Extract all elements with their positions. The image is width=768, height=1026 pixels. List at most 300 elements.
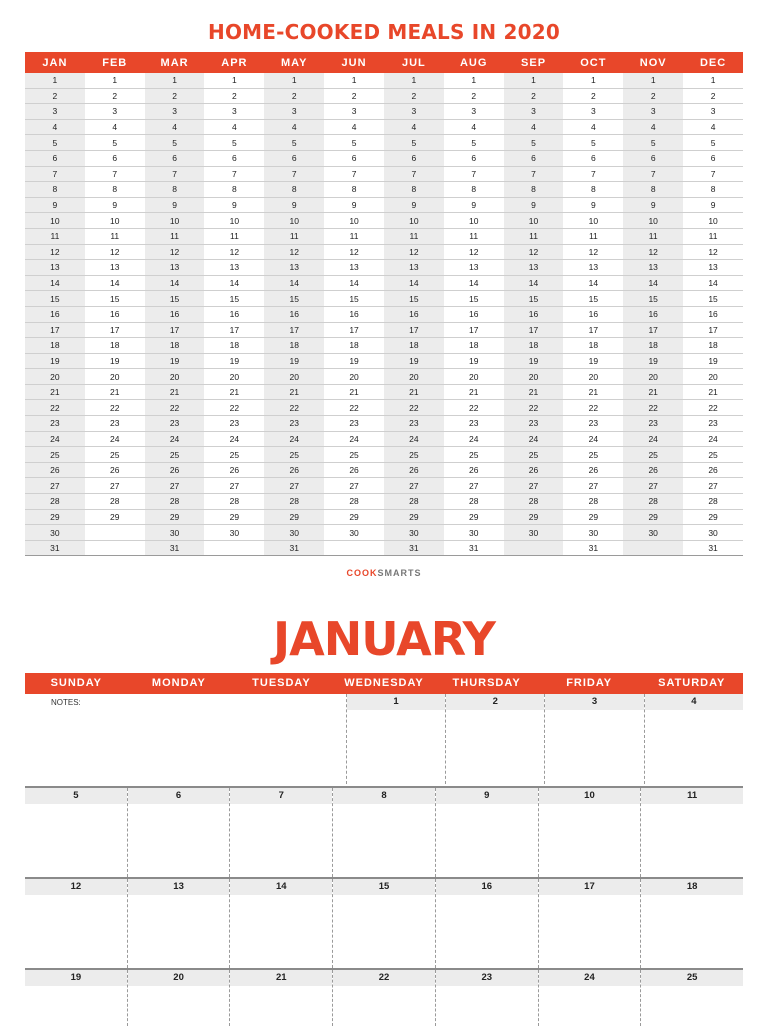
day-cell[interactable]: 29 [504, 509, 564, 525]
day-cell[interactable]: 11 [683, 228, 743, 244]
day-cell[interactable]: 20 [563, 369, 623, 385]
day-cell[interactable]: 29 [444, 509, 504, 525]
day-cell[interactable]: 16 [204, 306, 264, 322]
day-cell[interactable]: 4 [384, 119, 444, 135]
day-cell[interactable]: 21 [264, 384, 324, 400]
day-cell[interactable]: 10 [444, 213, 504, 229]
day-cell[interactable]: 13 [384, 260, 444, 276]
day-cell[interactable]: 15 [85, 291, 145, 307]
day-cell[interactable]: 5 [563, 135, 623, 151]
day-cell[interactable]: 8 [623, 182, 683, 198]
day-cell[interactable]: 22 [623, 400, 683, 416]
day-cell[interactable]: 23 [444, 416, 504, 432]
day-cell[interactable]: 12 [264, 244, 324, 260]
day-cell[interactable]: 5 [444, 135, 504, 151]
day-cell[interactable]: 15 [563, 291, 623, 307]
day-cell[interactable]: 6 [623, 150, 683, 166]
day-cell[interactable]: 20 [623, 369, 683, 385]
calendar-day-cell[interactable] [127, 970, 230, 1026]
day-cell[interactable]: 22 [444, 400, 504, 416]
calendar-day-cell[interactable] [640, 788, 743, 877]
day-cell[interactable]: 21 [204, 384, 264, 400]
day-cell[interactable]: 26 [444, 462, 504, 478]
day-cell[interactable]: 3 [444, 104, 504, 120]
day-cell[interactable]: 24 [204, 431, 264, 447]
day-cell[interactable]: 7 [145, 166, 205, 182]
day-cell[interactable]: 9 [683, 197, 743, 213]
day-cell[interactable]: 20 [85, 369, 145, 385]
day-cell[interactable]: 27 [324, 478, 384, 494]
day-cell[interactable]: 8 [504, 182, 564, 198]
day-cell[interactable]: 3 [204, 104, 264, 120]
day-cell[interactable] [85, 540, 145, 556]
day-cell[interactable]: 8 [384, 182, 444, 198]
calendar-day-cell[interactable] [544, 694, 643, 784]
day-cell[interactable]: 29 [145, 509, 205, 525]
day-cell[interactable]: 19 [504, 353, 564, 369]
day-cell[interactable]: 13 [324, 260, 384, 276]
day-cell[interactable]: 17 [264, 322, 324, 338]
day-cell[interactable]: 28 [264, 494, 324, 510]
day-cell[interactable]: 11 [145, 228, 205, 244]
day-cell[interactable]: 31 [384, 540, 444, 556]
calendar-day-cell[interactable] [25, 788, 127, 877]
day-cell[interactable]: 8 [324, 182, 384, 198]
day-cell[interactable]: 23 [85, 416, 145, 432]
day-cell[interactable]: 2 [204, 88, 264, 104]
day-cell[interactable]: 19 [25, 353, 85, 369]
day-cell[interactable]: 6 [204, 150, 264, 166]
day-cell[interactable]: 16 [85, 306, 145, 322]
day-cell[interactable]: 20 [264, 369, 324, 385]
day-cell[interactable]: 5 [85, 135, 145, 151]
day-cell[interactable]: 29 [264, 509, 324, 525]
day-cell[interactable]: 6 [264, 150, 324, 166]
day-cell[interactable]: 2 [25, 88, 85, 104]
day-cell[interactable]: 12 [504, 244, 564, 260]
day-cell[interactable]: 7 [444, 166, 504, 182]
day-cell[interactable]: 31 [145, 540, 205, 556]
day-cell[interactable]: 16 [563, 306, 623, 322]
day-cell[interactable]: 22 [384, 400, 444, 416]
day-cell[interactable]: 3 [145, 104, 205, 120]
day-cell[interactable]: 16 [384, 306, 444, 322]
day-cell[interactable]: 19 [324, 353, 384, 369]
day-cell[interactable]: 6 [324, 150, 384, 166]
day-cell[interactable]: 1 [623, 73, 683, 88]
day-cell[interactable]: 13 [504, 260, 564, 276]
day-cell[interactable]: 24 [145, 431, 205, 447]
day-cell[interactable]: 11 [504, 228, 564, 244]
day-cell[interactable]: 12 [204, 244, 264, 260]
day-cell[interactable]: 9 [444, 197, 504, 213]
day-cell[interactable]: 7 [25, 166, 85, 182]
day-cell[interactable]: 20 [444, 369, 504, 385]
day-cell[interactable]: 17 [683, 322, 743, 338]
day-cell[interactable]: 9 [25, 197, 85, 213]
day-cell[interactable]: 27 [25, 478, 85, 494]
calendar-day-cell[interactable] [346, 694, 445, 784]
day-cell[interactable]: 6 [25, 150, 85, 166]
day-cell[interactable]: 6 [683, 150, 743, 166]
day-cell[interactable]: 25 [204, 447, 264, 463]
day-cell[interactable]: 2 [563, 88, 623, 104]
day-cell[interactable]: 28 [85, 494, 145, 510]
day-cell[interactable]: 16 [504, 306, 564, 322]
day-cell[interactable]: 13 [444, 260, 504, 276]
day-cell[interactable]: 15 [504, 291, 564, 307]
day-cell[interactable]: 1 [324, 73, 384, 88]
day-cell[interactable]: 20 [324, 369, 384, 385]
day-cell[interactable]: 7 [204, 166, 264, 182]
day-cell[interactable]: 17 [563, 322, 623, 338]
day-cell[interactable]: 27 [264, 478, 324, 494]
day-cell[interactable]: 31 [264, 540, 324, 556]
day-cell[interactable]: 25 [683, 447, 743, 463]
day-cell[interactable]: 28 [683, 494, 743, 510]
day-cell[interactable]: 13 [623, 260, 683, 276]
day-cell[interactable]: 11 [204, 228, 264, 244]
day-cell[interactable]: 28 [324, 494, 384, 510]
day-cell[interactable]: 6 [384, 150, 444, 166]
day-cell[interactable]: 7 [324, 166, 384, 182]
day-cell[interactable]: 13 [683, 260, 743, 276]
calendar-day-cell[interactable] [332, 970, 435, 1026]
day-cell[interactable]: 17 [324, 322, 384, 338]
day-cell[interactable]: 3 [623, 104, 683, 120]
day-cell[interactable]: 29 [204, 509, 264, 525]
day-cell[interactable]: 22 [683, 400, 743, 416]
day-cell[interactable]: 13 [563, 260, 623, 276]
day-cell[interactable]: 22 [563, 400, 623, 416]
day-cell[interactable]: 18 [504, 338, 564, 354]
day-cell[interactable]: 17 [85, 322, 145, 338]
day-cell[interactable]: 27 [145, 478, 205, 494]
day-cell[interactable]: 20 [384, 369, 444, 385]
day-cell[interactable]: 21 [504, 384, 564, 400]
day-cell[interactable]: 28 [384, 494, 444, 510]
day-cell[interactable]: 4 [324, 119, 384, 135]
day-cell[interactable]: 7 [264, 166, 324, 182]
day-cell[interactable]: 3 [384, 104, 444, 120]
day-cell[interactable]: 15 [145, 291, 205, 307]
day-cell[interactable]: 6 [85, 150, 145, 166]
day-cell[interactable]: 8 [85, 182, 145, 198]
day-cell[interactable]: 10 [324, 213, 384, 229]
day-cell[interactable]: 17 [204, 322, 264, 338]
day-cell[interactable]: 13 [25, 260, 85, 276]
day-cell[interactable]: 7 [504, 166, 564, 182]
day-cell[interactable]: 30 [504, 525, 564, 541]
day-cell[interactable]: 13 [204, 260, 264, 276]
day-cell[interactable]: 12 [25, 244, 85, 260]
day-cell[interactable]: 24 [324, 431, 384, 447]
day-cell[interactable]: 4 [264, 119, 324, 135]
day-cell[interactable]: 10 [563, 213, 623, 229]
day-cell[interactable]: 25 [25, 447, 85, 463]
day-cell[interactable]: 28 [563, 494, 623, 510]
day-cell[interactable]: 8 [204, 182, 264, 198]
day-cell[interactable]: 18 [384, 338, 444, 354]
day-cell[interactable]: 29 [324, 509, 384, 525]
day-cell[interactable]: 10 [683, 213, 743, 229]
day-cell[interactable]: 25 [324, 447, 384, 463]
day-cell[interactable]: 19 [444, 353, 504, 369]
day-cell[interactable]: 23 [25, 416, 85, 432]
day-cell[interactable]: 7 [384, 166, 444, 182]
day-cell[interactable]: 6 [504, 150, 564, 166]
calendar-day-cell[interactable] [127, 879, 230, 968]
day-cell[interactable]: 12 [145, 244, 205, 260]
day-cell[interactable]: 14 [444, 275, 504, 291]
day-cell[interactable]: 1 [504, 73, 564, 88]
day-cell[interactable]: 20 [25, 369, 85, 385]
day-cell[interactable]: 25 [145, 447, 205, 463]
day-cell[interactable]: 8 [264, 182, 324, 198]
day-cell[interactable]: 28 [444, 494, 504, 510]
day-cell[interactable]: 16 [264, 306, 324, 322]
day-cell[interactable]: 17 [623, 322, 683, 338]
day-cell[interactable]: 5 [384, 135, 444, 151]
day-cell[interactable]: 15 [683, 291, 743, 307]
day-cell[interactable]: 31 [444, 540, 504, 556]
day-cell[interactable]: 4 [204, 119, 264, 135]
calendar-day-cell[interactable] [332, 879, 435, 968]
day-cell[interactable]: 2 [264, 88, 324, 104]
day-cell[interactable]: 17 [145, 322, 205, 338]
day-cell[interactable]: 22 [504, 400, 564, 416]
day-cell[interactable]: 30 [324, 525, 384, 541]
calendar-day-cell[interactable] [435, 879, 538, 968]
calendar-day-cell[interactable] [229, 788, 332, 877]
day-cell[interactable]: 30 [563, 525, 623, 541]
day-cell[interactable]: 1 [204, 73, 264, 88]
day-cell[interactable]: 10 [504, 213, 564, 229]
day-cell[interactable]: 21 [25, 384, 85, 400]
day-cell[interactable]: 30 [25, 525, 85, 541]
day-cell[interactable]: 15 [623, 291, 683, 307]
day-cell[interactable] [324, 540, 384, 556]
day-cell[interactable]: 11 [623, 228, 683, 244]
day-cell[interactable]: 18 [683, 338, 743, 354]
day-cell[interactable]: 11 [444, 228, 504, 244]
day-cell[interactable]: 23 [563, 416, 623, 432]
calendar-day-cell[interactable] [25, 879, 127, 968]
notes-area[interactable] [25, 694, 346, 784]
day-cell[interactable]: 5 [204, 135, 264, 151]
day-cell[interactable]: 1 [264, 73, 324, 88]
day-cell[interactable]: 2 [623, 88, 683, 104]
day-cell[interactable]: 24 [623, 431, 683, 447]
day-cell[interactable]: 21 [623, 384, 683, 400]
day-cell[interactable]: 19 [683, 353, 743, 369]
day-cell[interactable]: 29 [25, 509, 85, 525]
day-cell[interactable]: 4 [145, 119, 205, 135]
day-cell[interactable]: 26 [384, 462, 444, 478]
day-cell[interactable]: 14 [264, 275, 324, 291]
day-cell[interactable]: 21 [145, 384, 205, 400]
calendar-day-cell[interactable] [445, 694, 544, 784]
day-cell[interactable]: 26 [264, 462, 324, 478]
day-cell[interactable]: 2 [683, 88, 743, 104]
day-cell[interactable]: 26 [145, 462, 205, 478]
day-cell[interactable] [204, 540, 264, 556]
day-cell[interactable]: 10 [85, 213, 145, 229]
calendar-day-cell[interactable] [640, 879, 743, 968]
day-cell[interactable]: 10 [145, 213, 205, 229]
day-cell[interactable]: 1 [85, 73, 145, 88]
day-cell[interactable]: 23 [264, 416, 324, 432]
day-cell[interactable]: 14 [384, 275, 444, 291]
day-cell[interactable]: 25 [623, 447, 683, 463]
day-cell[interactable]: 18 [444, 338, 504, 354]
day-cell[interactable]: 5 [504, 135, 564, 151]
day-cell[interactable]: 21 [85, 384, 145, 400]
day-cell[interactable]: 21 [683, 384, 743, 400]
day-cell[interactable]: 18 [264, 338, 324, 354]
day-cell[interactable]: 21 [324, 384, 384, 400]
day-cell[interactable]: 13 [264, 260, 324, 276]
day-cell[interactable]: 23 [384, 416, 444, 432]
day-cell[interactable]: 22 [204, 400, 264, 416]
calendar-day-cell[interactable] [25, 970, 127, 1026]
day-cell[interactable]: 30 [444, 525, 504, 541]
day-cell[interactable]: 5 [25, 135, 85, 151]
day-cell[interactable]: 2 [444, 88, 504, 104]
day-cell[interactable]: 29 [623, 509, 683, 525]
day-cell[interactable]: 4 [504, 119, 564, 135]
day-cell[interactable]: 5 [145, 135, 205, 151]
day-cell[interactable]: 9 [145, 197, 205, 213]
day-cell[interactable]: 24 [25, 431, 85, 447]
day-cell[interactable]: 2 [504, 88, 564, 104]
day-cell[interactable]: 6 [444, 150, 504, 166]
day-cell[interactable]: 9 [264, 197, 324, 213]
day-cell[interactable]: 14 [85, 275, 145, 291]
day-cell[interactable]: 16 [324, 306, 384, 322]
day-cell[interactable]: 29 [563, 509, 623, 525]
day-cell[interactable]: 3 [25, 104, 85, 120]
day-cell[interactable]: 12 [444, 244, 504, 260]
day-cell[interactable]: 21 [444, 384, 504, 400]
day-cell[interactable]: 28 [623, 494, 683, 510]
day-cell[interactable]: 25 [85, 447, 145, 463]
day-cell[interactable]: 24 [264, 431, 324, 447]
day-cell[interactable]: 29 [85, 509, 145, 525]
day-cell[interactable]: 9 [504, 197, 564, 213]
day-cell[interactable]: 20 [683, 369, 743, 385]
day-cell[interactable]: 18 [204, 338, 264, 354]
day-cell[interactable]: 10 [25, 213, 85, 229]
day-cell[interactable]: 9 [563, 197, 623, 213]
day-cell[interactable]: 17 [384, 322, 444, 338]
calendar-day-cell[interactable] [538, 970, 641, 1026]
day-cell[interactable]: 27 [384, 478, 444, 494]
day-cell[interactable]: 12 [563, 244, 623, 260]
day-cell[interactable]: 24 [444, 431, 504, 447]
day-cell[interactable]: 14 [204, 275, 264, 291]
day-cell[interactable]: 19 [563, 353, 623, 369]
day-cell[interactable]: 30 [384, 525, 444, 541]
day-cell[interactable]: 14 [145, 275, 205, 291]
day-cell[interactable]: 26 [504, 462, 564, 478]
day-cell[interactable]: 7 [623, 166, 683, 182]
day-cell[interactable]: 29 [683, 509, 743, 525]
day-cell[interactable]: 9 [85, 197, 145, 213]
day-cell[interactable]: 17 [504, 322, 564, 338]
day-cell[interactable] [504, 540, 564, 556]
day-cell[interactable] [623, 540, 683, 556]
day-cell[interactable]: 16 [145, 306, 205, 322]
day-cell[interactable]: 23 [204, 416, 264, 432]
day-cell[interactable]: 12 [683, 244, 743, 260]
day-cell[interactable]: 19 [264, 353, 324, 369]
calendar-day-cell[interactable] [435, 788, 538, 877]
day-cell[interactable]: 22 [264, 400, 324, 416]
day-cell[interactable]: 26 [683, 462, 743, 478]
day-cell[interactable]: 9 [204, 197, 264, 213]
day-cell[interactable]: 18 [324, 338, 384, 354]
day-cell[interactable]: 4 [563, 119, 623, 135]
calendar-day-cell[interactable] [538, 879, 641, 968]
day-cell[interactable]: 23 [623, 416, 683, 432]
day-cell[interactable]: 7 [85, 166, 145, 182]
calendar-day-cell[interactable] [229, 879, 332, 968]
day-cell[interactable]: 3 [563, 104, 623, 120]
day-cell[interactable]: 22 [85, 400, 145, 416]
day-cell[interactable]: 1 [683, 73, 743, 88]
day-cell[interactable]: 1 [25, 73, 85, 88]
day-cell[interactable]: 2 [384, 88, 444, 104]
day-cell[interactable]: 31 [563, 540, 623, 556]
day-cell[interactable]: 22 [25, 400, 85, 416]
calendar-day-cell[interactable] [332, 788, 435, 877]
day-cell[interactable]: 3 [85, 104, 145, 120]
day-cell[interactable]: 18 [623, 338, 683, 354]
day-cell[interactable]: 22 [324, 400, 384, 416]
day-cell[interactable]: 30 [683, 525, 743, 541]
day-cell[interactable]: 28 [145, 494, 205, 510]
day-cell[interactable]: 2 [85, 88, 145, 104]
day-cell[interactable]: 1 [384, 73, 444, 88]
day-cell[interactable]: 3 [324, 104, 384, 120]
day-cell[interactable]: 5 [683, 135, 743, 151]
day-cell[interactable]: 26 [25, 462, 85, 478]
day-cell[interactable]: 23 [324, 416, 384, 432]
day-cell[interactable]: 11 [324, 228, 384, 244]
day-cell[interactable]: 8 [145, 182, 205, 198]
day-cell[interactable]: 5 [324, 135, 384, 151]
day-cell[interactable]: 27 [444, 478, 504, 494]
day-cell[interactable]: 20 [204, 369, 264, 385]
day-cell[interactable]: 24 [384, 431, 444, 447]
calendar-day-cell[interactable] [644, 694, 743, 784]
day-cell[interactable]: 7 [563, 166, 623, 182]
day-cell[interactable]: 26 [563, 462, 623, 478]
day-cell[interactable]: 24 [504, 431, 564, 447]
day-cell[interactable]: 14 [25, 275, 85, 291]
day-cell[interactable]: 19 [384, 353, 444, 369]
day-cell[interactable]: 1 [145, 73, 205, 88]
day-cell[interactable]: 27 [85, 478, 145, 494]
day-cell[interactable]: 13 [85, 260, 145, 276]
day-cell[interactable]: 26 [85, 462, 145, 478]
day-cell[interactable]: 10 [384, 213, 444, 229]
day-cell[interactable]: 8 [563, 182, 623, 198]
day-cell[interactable]: 14 [504, 275, 564, 291]
day-cell[interactable]: 22 [145, 400, 205, 416]
day-cell[interactable]: 29 [384, 509, 444, 525]
